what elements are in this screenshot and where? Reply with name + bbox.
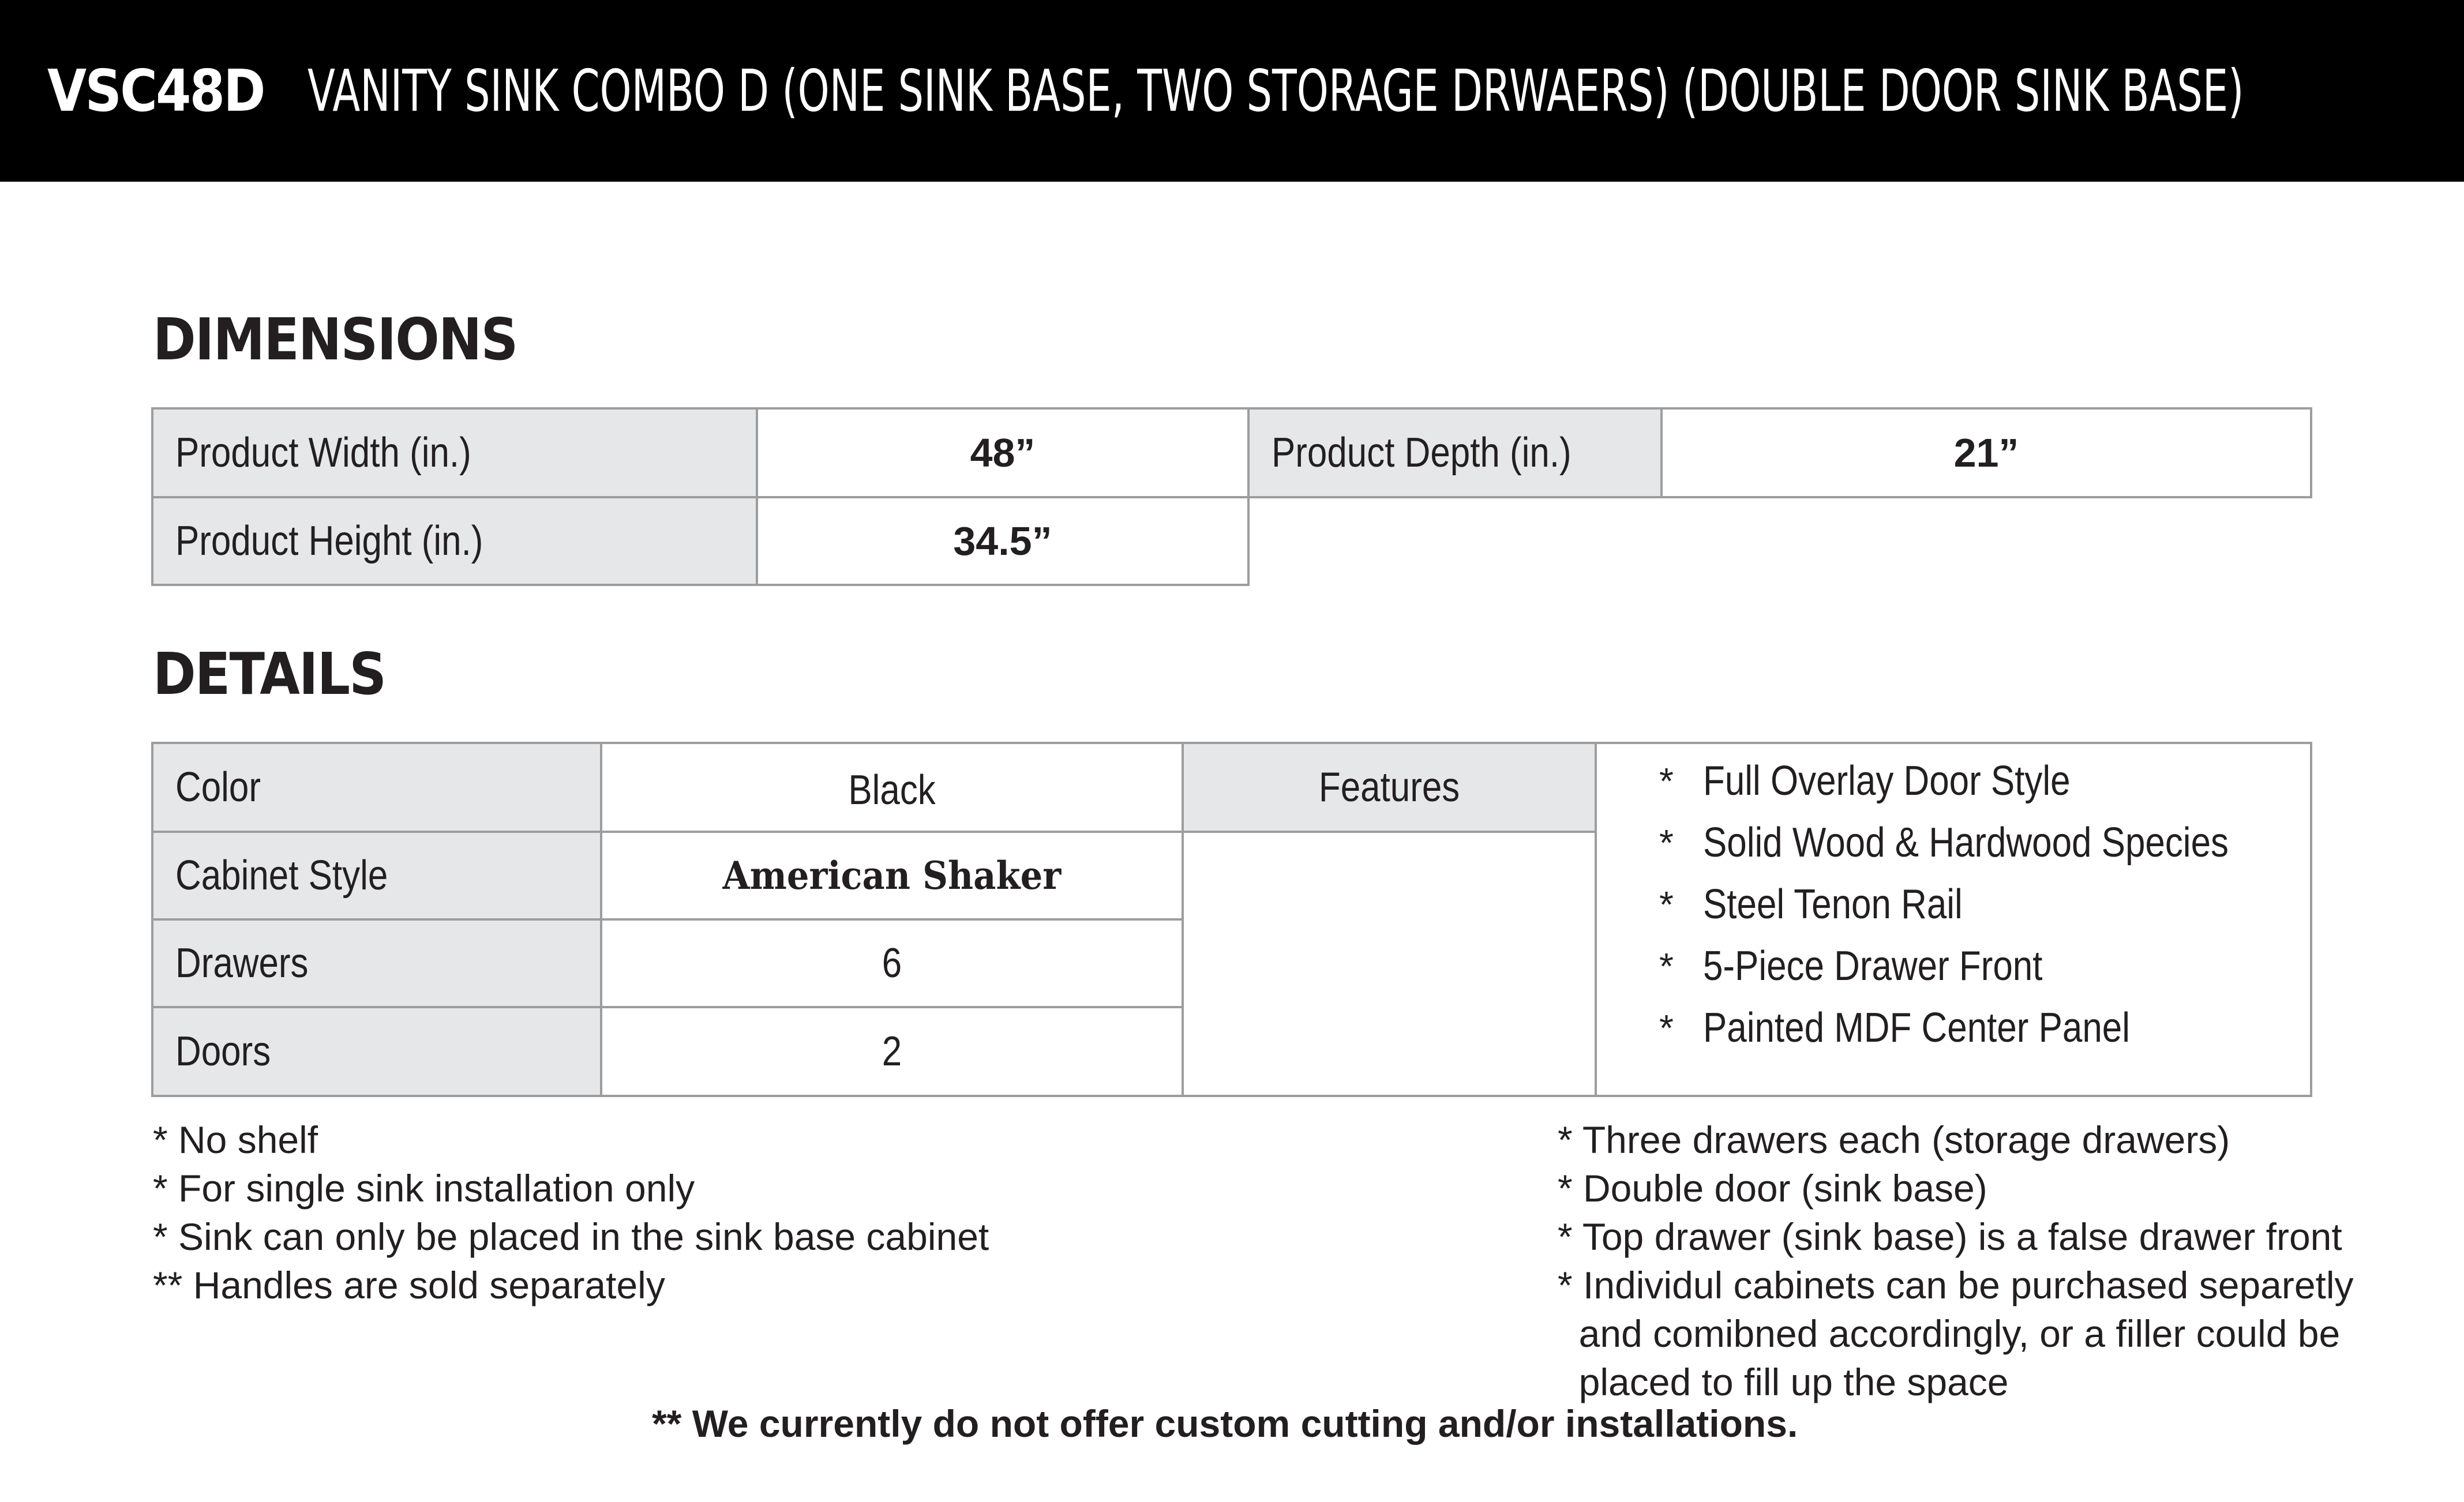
height-value: 34.5” bbox=[953, 519, 1052, 564]
notes-right bbox=[1558, 1116, 2354, 1406]
feature-item: * Full Overlay Door Style bbox=[1659, 757, 2071, 804]
feature-item: * Painted MDF Center Panel bbox=[1659, 1004, 2130, 1051]
height-value-cell bbox=[756, 496, 1250, 586]
depth-label: Product Depth (in.) bbox=[1272, 430, 1572, 476]
note-line: * Top drawer (sink base) is a false drawer front bbox=[1558, 1215, 2342, 1258]
features-list bbox=[1659, 750, 2314, 1058]
product-code: VSC48D bbox=[47, 57, 264, 125]
details-heading: DETAILS bbox=[153, 640, 386, 708]
note-line: * Individul cabinets can be purchased separetly bbox=[1558, 1264, 2354, 1306]
color-label: Color bbox=[175, 764, 261, 810]
drawers-value: 6 bbox=[882, 940, 902, 986]
product-title: VANITY SINK COMBO D (ONE SINK BASE, TWO STORAGE DRWAERS) (DOUBLE DOOR SINK BASE) bbox=[307, 57, 2244, 125]
note-line: and comibned accordingly, or a filler could be bbox=[1558, 1312, 2341, 1355]
dimensions-heading: DIMENSIONS bbox=[153, 306, 517, 373]
feature-item: * Solid Wood & Hardwood Species bbox=[1659, 819, 2229, 866]
style-value: American Shaker bbox=[722, 853, 1062, 898]
drawers-label-cell bbox=[151, 918, 602, 1008]
doors-label: Doors bbox=[175, 1028, 271, 1075]
height-label: Product Height (in.) bbox=[175, 518, 483, 564]
note-line: * Sink can only be placed in the sink base cabinet bbox=[153, 1215, 989, 1258]
feature-item: * 5-Piece Drawer Front bbox=[1659, 942, 2043, 989]
width-value-cell bbox=[756, 407, 1250, 498]
style-label: Cabinet Style bbox=[175, 853, 388, 899]
note-line: ** Handles are sold separately bbox=[153, 1264, 665, 1306]
color-label-cell bbox=[151, 742, 602, 833]
note-line: * Double door (sink base) bbox=[1558, 1167, 1987, 1210]
feature-item: * Steel Tenon Rail bbox=[1659, 881, 1963, 928]
header-bar bbox=[0, 0, 2464, 182]
features-label: Features bbox=[1318, 764, 1460, 810]
drawers-label: Drawers bbox=[175, 940, 309, 986]
color-value-cell bbox=[600, 742, 1184, 833]
note-line: placed to fill up the space bbox=[1558, 1361, 2009, 1403]
color-value: Black bbox=[848, 767, 936, 813]
width-label: Product Width (in.) bbox=[175, 430, 471, 476]
depth-label-cell bbox=[1247, 407, 1663, 498]
depth-value: 21” bbox=[1953, 430, 2019, 475]
doors-value: 2 bbox=[882, 1028, 902, 1075]
features-blank-cell bbox=[1182, 831, 1597, 1097]
features-label-cell bbox=[1182, 742, 1597, 833]
width-value: 48” bbox=[970, 430, 1036, 475]
drawers-value-cell bbox=[600, 918, 1184, 1008]
footer-note: ** We currently do not offer custom cutting and/or installations. bbox=[652, 1402, 1798, 1445]
height-label-cell bbox=[151, 496, 758, 586]
style-label-cell bbox=[151, 831, 602, 921]
doors-label-cell bbox=[151, 1006, 602, 1097]
width-label-cell bbox=[151, 407, 758, 498]
note-line: * For single sink installation only bbox=[153, 1167, 695, 1210]
note-line: * No shelf bbox=[153, 1118, 318, 1161]
notes-left bbox=[153, 1116, 989, 1309]
doors-value-cell bbox=[600, 1006, 1184, 1097]
depth-value-cell bbox=[1660, 407, 2312, 498]
note-line: * Three drawers each (storage drawers) bbox=[1558, 1118, 2230, 1161]
style-value-cell bbox=[600, 831, 1184, 921]
